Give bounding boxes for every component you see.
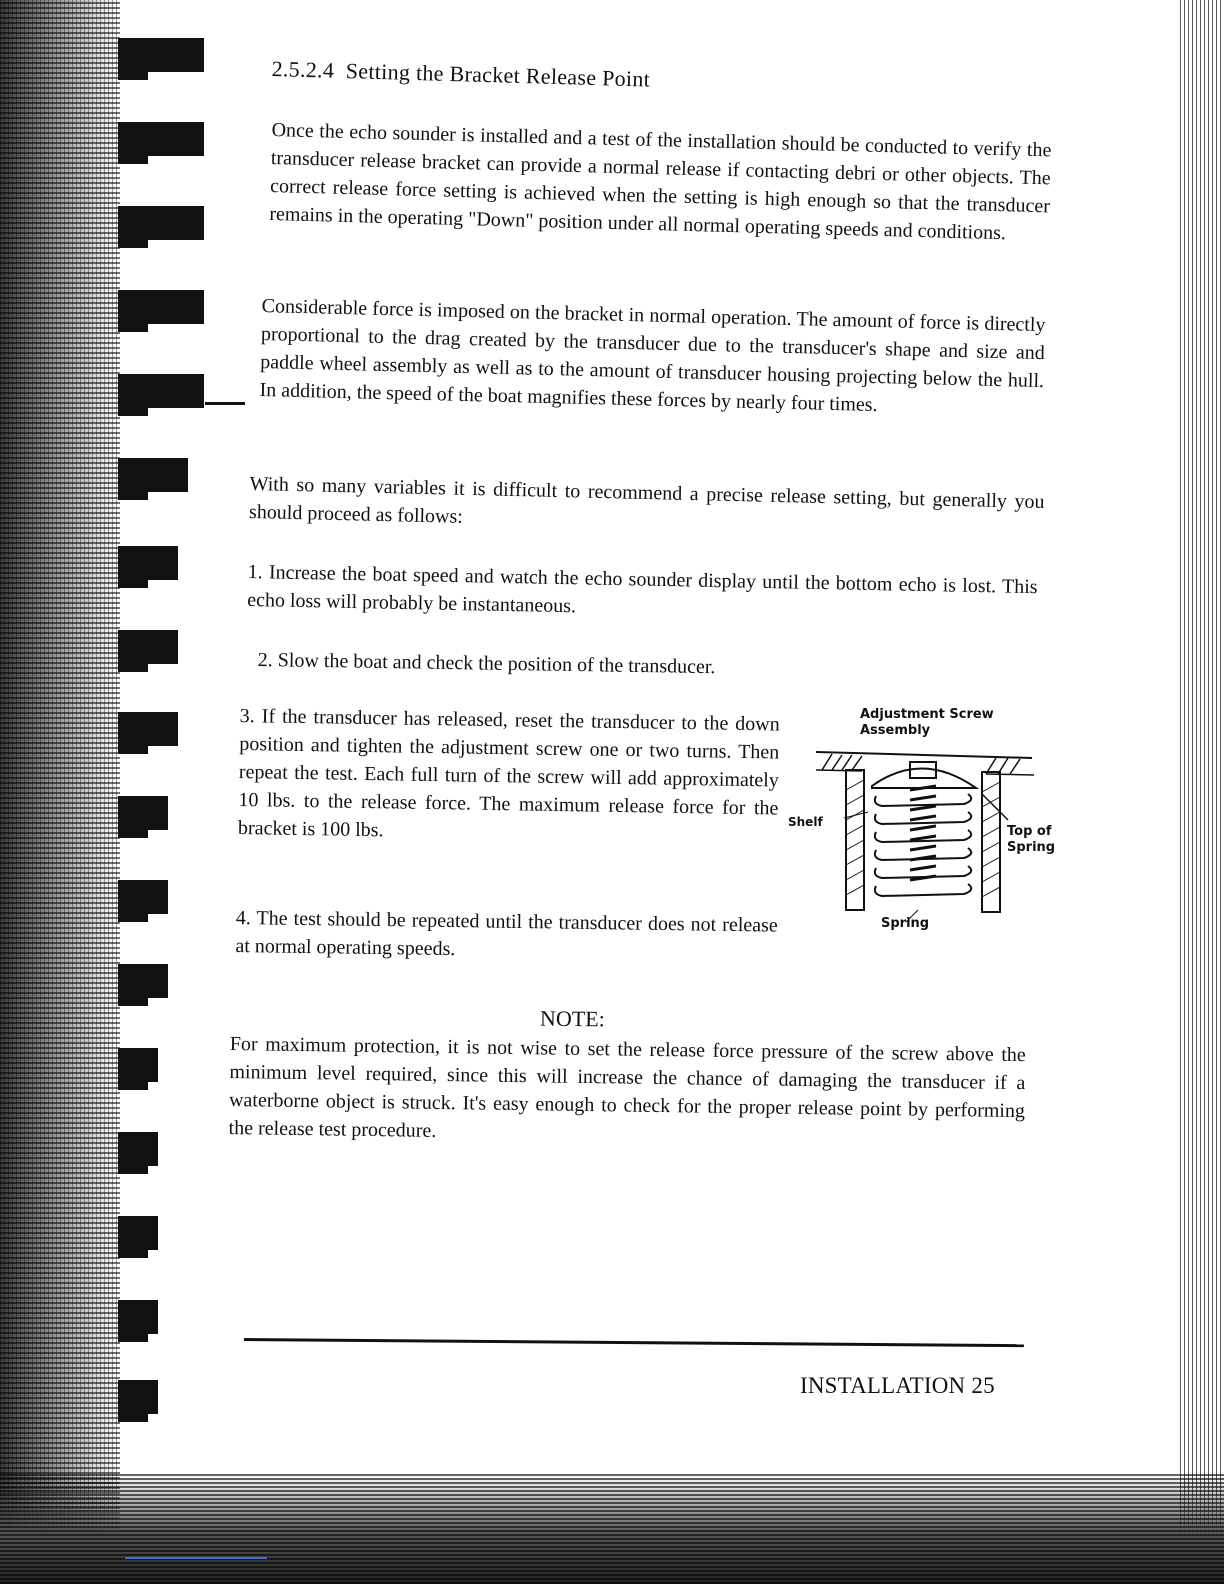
section-title: Setting the Bracket Release Point bbox=[345, 58, 651, 92]
paragraph-force: Considerable force is imposed on the bracket in normal operation. The amount of force is directly proportional to the drag created by the transducer due to the transducer's shape and size and paddle wheel assembly as well as to the amount of transducer housing projecting below the hull. In addition, the speed of the boat magnifies these forces by nearly four times. bbox=[259, 294, 1046, 417]
binding-ring bbox=[118, 630, 178, 664]
binding-ring bbox=[118, 1300, 158, 1334]
label-top-of-spring: Top of Spring bbox=[1007, 824, 1056, 855]
binding-ring bbox=[118, 458, 188, 492]
footer-section: INSTALLATION bbox=[800, 1373, 966, 1398]
page-footer bbox=[800, 1373, 995, 1399]
margin-mark bbox=[205, 402, 245, 405]
binding-ring bbox=[118, 796, 168, 830]
top-of-spring-leader bbox=[982, 794, 1008, 820]
binding-ring bbox=[118, 1380, 158, 1414]
label-shelf: Shelf bbox=[788, 815, 823, 829]
binding-ring bbox=[118, 1216, 158, 1250]
paragraph-variables: With so many variables it is difficult to recommend a precise release setting, but generally you should proceed as follows: bbox=[248, 472, 1045, 528]
spiral-binding bbox=[0, 0, 120, 1584]
blue-underline bbox=[125, 1557, 267, 1559]
step-2: 2. Slow the boat and check the position of the transducer. bbox=[257, 648, 716, 679]
housing-wall-right bbox=[982, 772, 1000, 912]
screw-shaft bbox=[910, 786, 936, 880]
housing-wall-left bbox=[846, 770, 864, 910]
binding-ring bbox=[118, 712, 178, 746]
binding-ring bbox=[118, 1048, 158, 1082]
step-3: 3. If the transducer has released, reset the transducer to the down position and tighten the adjustment screw one or two turns. Then repeat the test. Each full turn of the screw will add approximately 10 lbs. to the release force. The maximum release force for the bracket is 100 lbs. bbox=[237, 704, 780, 842]
binding-ring bbox=[118, 206, 204, 240]
section-number: 2.5.2.4 bbox=[271, 56, 335, 83]
top-plate-line bbox=[816, 752, 1032, 758]
page-number: 25 bbox=[971, 1373, 995, 1398]
label-adjustment-screw: Adjustment Screw Assembly bbox=[860, 707, 994, 738]
binding-ring bbox=[118, 122, 204, 156]
adjustment-screw-diagram bbox=[786, 700, 1056, 940]
note-heading: NOTE: bbox=[539, 1005, 605, 1032]
step-4: 4. The test should be repeated until the transducer does not release at normal operating speeds. bbox=[235, 906, 778, 961]
page-edge-shadow bbox=[1180, 0, 1224, 1584]
binding-ring bbox=[118, 880, 168, 914]
step-1: 1. Increase the boat speed and watch the echo sounder display until the bottom echo is lost. This echo loss will probably be instantaneous. bbox=[246, 560, 1038, 618]
shelf-hatch-left bbox=[822, 754, 862, 770]
binding-ring bbox=[118, 964, 168, 998]
binding-ring bbox=[118, 290, 204, 324]
bottom-edge-shadow bbox=[0, 1474, 1224, 1584]
label-spring: Spring bbox=[881, 916, 930, 931]
binding-ring bbox=[118, 546, 178, 580]
note-text: For maximum protection, it is not wise to set the release force pressure of the screw above the minimum level required, since this will increase the chance of damaging the transducer if a waterborne object is struck. It's easy enough to check for the proper release point by performing the release test procedure. bbox=[228, 1032, 1026, 1142]
paragraph-intro: Once the echo sounder is installed and a test of the installation should be conducted to verify the transducer release bracket can provide a normal release if contacting debri or other objects. The correct release force setting is achieved when the setting is high enough so that the transducer remains in the operating "Down" position under all normal operating speeds and conditions. bbox=[269, 118, 1052, 245]
binding-ring bbox=[118, 1132, 158, 1166]
binding-ring bbox=[118, 374, 204, 408]
binding-ring bbox=[118, 38, 204, 72]
